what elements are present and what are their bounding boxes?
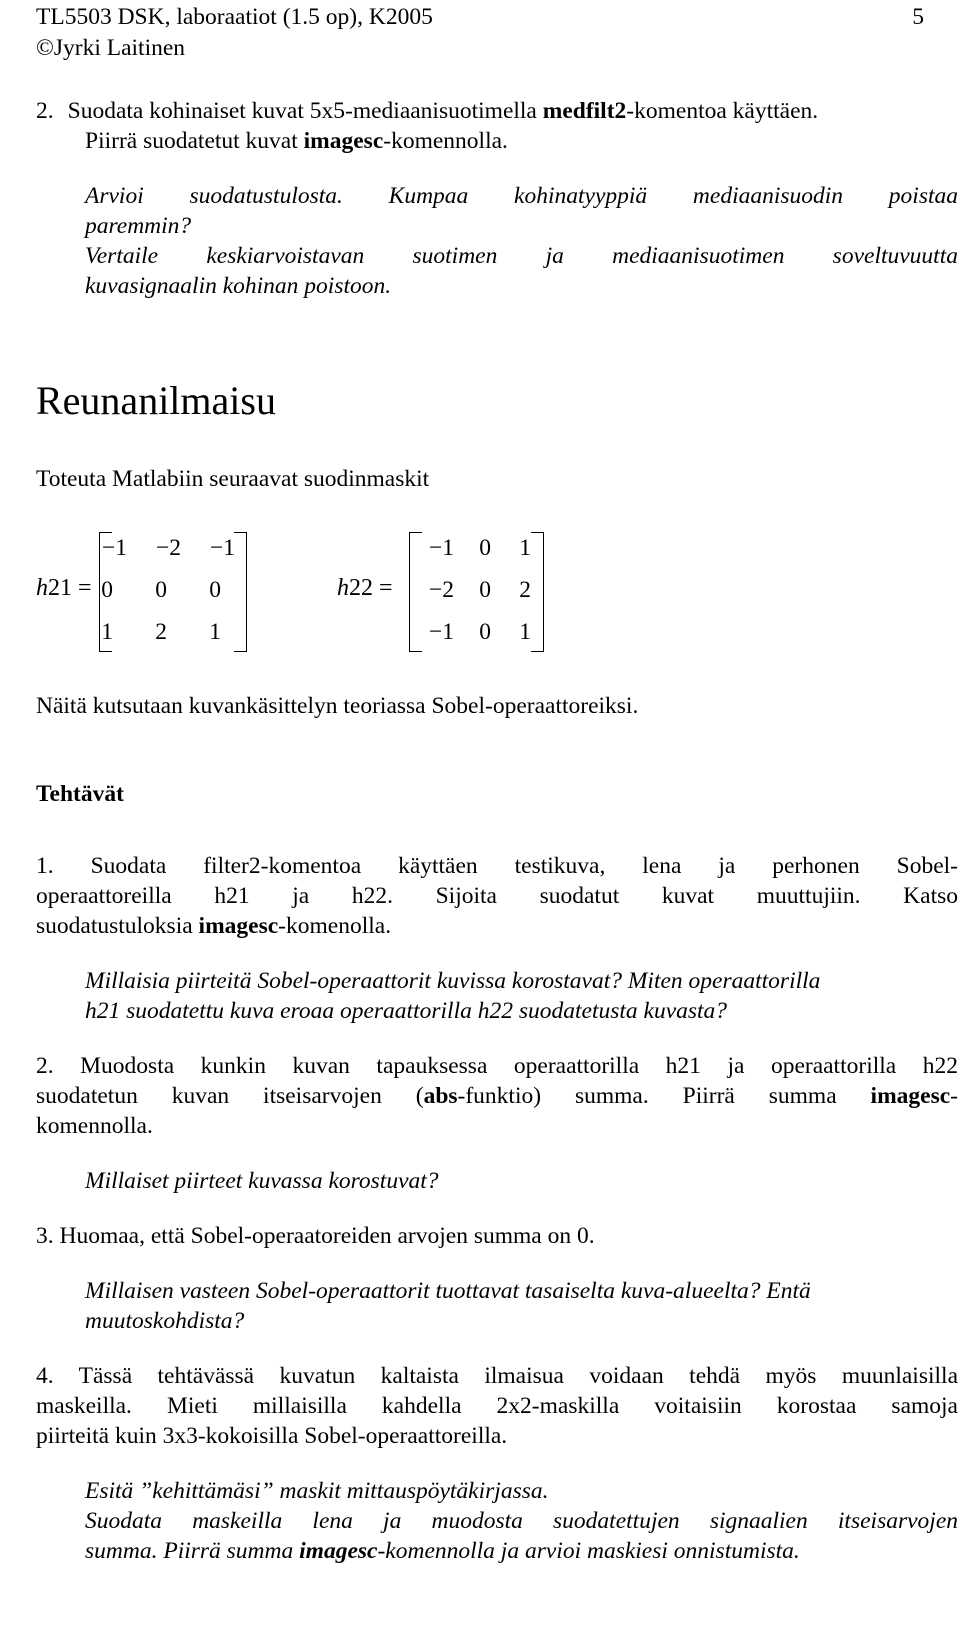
task-4-line-2: maskeilla. Mieti millaisilla kahdella 2x2-maskilla voitaisiin korostaa samoja	[36, 1393, 958, 1419]
command-abs: abs	[423, 1083, 458, 1109]
task-4-question-2: Suodata maskeilla lena ja muodosta suodatettujen signaalien itseisarvojen	[85, 1508, 958, 1534]
h22-cell: 0	[479, 577, 491, 603]
h22-cell: −2	[428, 577, 454, 603]
task-3-question-1: Millaisen vasteen Sobel-operaattorit tuottavat tasaiselta kuva-alueelta? Entä	[85, 1278, 811, 1304]
h21-cell: −1	[209, 535, 235, 561]
task-1-line-3: suodatustuloksia imagesc-komenolla.	[36, 913, 392, 939]
header-author: ©Jyrki Laitinen	[36, 35, 186, 61]
prev-task-line-2: Piirrä suodatetut kuvat imagesc-komennolla.	[85, 128, 508, 154]
h21-cell: −2	[155, 535, 181, 561]
header-title: TL5503 DSK, laboraatiot (1.5 op), K2005	[36, 4, 433, 30]
task-1-question-1: Millaisia piirteitä Sobel-operaattorit kuvissa korostavat? Miten operaattorilla	[85, 968, 821, 994]
h21-cell: −1	[101, 535, 127, 561]
task-4-line-1: 4. Tässä tehtävässä kuvatun kaltaista ilmaisua voidaan tehdä myös muunlaisilla	[36, 1363, 958, 1389]
task-1-question-2: h21 suodatettu kuva eroaa operaattorilla h22 suodatetusta kuvasta?	[85, 998, 728, 1024]
command-medfilt2: medfilt2	[542, 98, 627, 124]
h21-label: h21 =	[36, 575, 92, 601]
h21-cell: 0	[155, 577, 167, 603]
h22-cell: 1	[519, 535, 531, 561]
section-title: Reunanilmaisu	[36, 378, 276, 423]
command-imagesc: imagesc	[198, 913, 279, 939]
task-4-line-3: piirteitä kuin 3x3-kokoisilla Sobel-operaattoreilla.	[36, 1423, 508, 1449]
task-2-line-1: 2. Muodosta kunkin kuvan tapauksessa operaattorilla h21 ja operaattorilla h22	[36, 1053, 958, 1079]
prev-task-question-3: Vertaile keskiarvoistavan suotimen ja mediaanisuotimen soveltuvuutta	[85, 243, 958, 269]
command-imagesc: imagesc	[299, 1538, 378, 1564]
h22-cell: −1	[428, 535, 454, 561]
h21-right-bracket	[234, 532, 247, 652]
task-1-line-1: 1. Suodata filter2-komentoa käyttäen testikuva, lena ja perhonen Sobel-	[36, 853, 958, 879]
command-imagesc: imagesc	[303, 128, 384, 154]
prev-task-question-4: kuvasignaalin kohinan poistoon.	[85, 273, 392, 299]
h22-cell: −1	[428, 619, 454, 645]
h21-cell: 1	[209, 619, 221, 645]
h22-right-bracket	[531, 532, 544, 652]
h21-cell: 0	[101, 577, 113, 603]
task-2-line-3: komennolla.	[36, 1113, 153, 1139]
h22-cell: 1	[519, 619, 531, 645]
h22-label: h22 =	[337, 575, 393, 601]
h21-cell: 2	[155, 619, 167, 645]
sobel-note: Näitä kutsutaan kuvankäsittelyn teoriassa Sobel-operaattoreiksi.	[36, 693, 639, 719]
task-1-line-2: operaattoreilla h21 ja h22. Sijoita suodatut kuvat muuttujiin. Katso	[36, 883, 958, 909]
prev-task-question-1: Arvioi suodatustulosta. Kumpaa kohinatyyppiä mediaanisuodin poistaa	[85, 183, 958, 209]
prev-task-question-2: paremmin?	[85, 213, 192, 239]
command-imagesc: imagesc	[870, 1083, 951, 1109]
h22-cell: 0	[479, 619, 491, 645]
task-2-question-1: Millaiset piirteet kuvassa korostuvat?	[85, 1168, 439, 1194]
task-2-line-2: suodatetun kuvan itseisarvojen (abs-funktio) summa. Piirrä summa imagesc-	[36, 1083, 958, 1109]
task-4-question-1: Esitä ”kehittämäsi” maskit mittauspöytäkirjassa.	[85, 1478, 549, 1504]
task-3-line-1: 3. Huomaa, että Sobel-operaatoreiden arvojen summa on 0.	[36, 1223, 595, 1249]
task-3-question-2: muutoskohdista?	[85, 1308, 245, 1334]
tasks-title: Tehtävät	[36, 781, 124, 807]
h21-cell: 0	[209, 577, 221, 603]
h22-cell: 0	[479, 535, 491, 561]
h22-cell: 2	[519, 577, 531, 603]
task-4-question-3: summa. Piirrä summa imagesc-komennolla ja arvioi maskiesi onnistumista.	[85, 1538, 800, 1564]
h21-cell: 1	[101, 619, 113, 645]
intro-text: Toteuta Matlabiin seuraavat suodinmaskit	[36, 466, 430, 492]
page-number: 5	[912, 4, 924, 30]
prev-task-line-1: 2. Suodata kohinaiset kuvat 5x5-mediaanisuotimella medfilt2-komentoa käyttäen.	[36, 98, 819, 124]
